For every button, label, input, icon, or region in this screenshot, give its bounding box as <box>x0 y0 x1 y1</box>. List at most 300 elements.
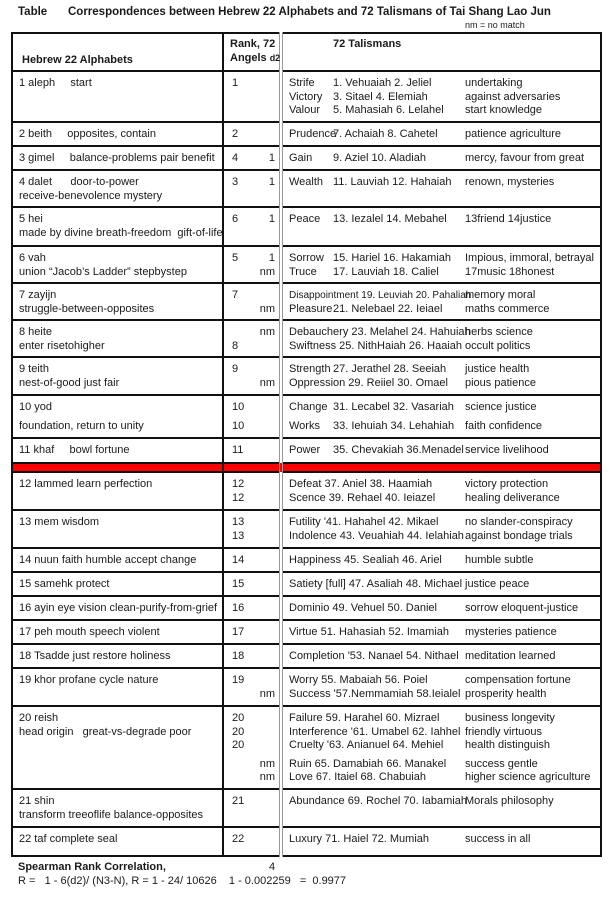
rank-line <box>232 726 275 740</box>
alphabet-line: made by divine breath-freedom gift-of-life <box>19 226 223 239</box>
talisman-meaning: business longevity <box>465 712 555 724</box>
talisman-meaning: Impious, immoral, betrayal <box>465 252 594 264</box>
alphabet-cell <box>12 71 223 122</box>
alphabet-line: 4 dalet door-to-power <box>19 176 139 188</box>
alphabet-line: 10 yod <box>19 401 53 413</box>
talisman-meaning: 13friend 14justice <box>465 213 552 225</box>
rank-value: 6 <box>232 213 239 225</box>
alphabet-line: receive-benevolence mystery <box>19 189 163 202</box>
talisman-label: Pleasure <box>289 302 333 315</box>
talisman-line <box>289 444 600 458</box>
talisman-line <box>289 266 600 280</box>
talisman-label: Sorrow <box>289 252 324 264</box>
talisman-line <box>289 516 600 530</box>
d2-value: 1 <box>268 213 275 225</box>
alphabet-line: transform treeoflife balance-opposites <box>19 808 204 821</box>
talisman-meaning: service livelihood <box>465 444 549 456</box>
talisman-label: Scence 39. Rehael 40. Ieiazel <box>289 491 436 504</box>
rank-value: 15 <box>232 578 245 590</box>
rank-value: 13 <box>232 529 245 542</box>
alphabet-line: head origin great-vs-degrade poor <box>19 725 192 738</box>
rank-line <box>232 492 275 506</box>
rank-line <box>232 688 275 702</box>
talisman-meaning: start knowledge <box>465 104 543 116</box>
header-rank-line1: Rank, 72 <box>230 38 276 50</box>
table-row <box>12 596 601 620</box>
rank-cell <box>223 357 281 395</box>
talisman-meaning: victory protection <box>465 478 549 490</box>
rank-value: 22 <box>232 833 245 845</box>
alphabet-cell <box>12 596 223 620</box>
footer <box>18 860 346 888</box>
rank-cell <box>223 283 281 320</box>
alphabet-line: 6 vah <box>19 252 46 264</box>
talisman-line <box>289 688 600 702</box>
talisman-label: Strength <box>289 363 331 375</box>
talisman-line <box>289 674 600 688</box>
talisman-line <box>289 758 600 772</box>
rank-value: 3 <box>232 176 239 188</box>
talisman-meaning: prosperity health <box>465 687 547 700</box>
talisman-meaning: Morals philosophy <box>465 795 554 807</box>
table-row <box>12 146 601 170</box>
talisman-label: Ruin 65. Damabiah 66. Manakel <box>289 757 447 770</box>
rank-value: 18 <box>232 650 245 662</box>
rank-value: 17 <box>232 626 245 638</box>
alphabet-cell <box>12 827 223 856</box>
talisman-label: Cruelty '63. Anianuel 64. Mehiel <box>289 739 444 751</box>
alphabet-cell <box>12 320 223 357</box>
alphabet-line: 15 samehk protect <box>19 578 110 590</box>
alphabet-line: struggle-between-opposites <box>19 302 155 315</box>
rank-line <box>232 478 275 492</box>
talisman-label: Truce <box>289 265 317 278</box>
talisman-meaning: meditation learned <box>465 650 556 662</box>
alphabet-cell <box>12 438 223 463</box>
d2-value: nm <box>259 265 275 278</box>
talisman-line <box>289 363 600 377</box>
red-separator <box>12 463 601 472</box>
red-separator-cell <box>223 463 281 472</box>
talisman-angels: 11. Lauviah 12. Hahaiah <box>333 176 452 188</box>
talisman-line <box>289 833 600 847</box>
table-row <box>12 207 601 246</box>
rank-line <box>232 152 275 166</box>
spearman-heading: Spearman Rank Correlation, <box>18 861 166 873</box>
alphabet-line: foundation, return to unity <box>19 419 144 432</box>
talisman-angels: 5. Mahasiah 6. Lelahel <box>333 104 444 116</box>
talisman-cell <box>281 827 601 856</box>
rank-cell <box>223 146 281 170</box>
rank-cell <box>223 827 281 856</box>
talisman-line <box>289 326 600 340</box>
talisman-label: Indolence 43. Veuahiah 44. Ielahiah <box>289 529 464 542</box>
talisman-line <box>289 530 600 544</box>
table-row <box>12 620 601 644</box>
table-row <box>12 170 601 207</box>
talisman-line <box>289 91 600 105</box>
talisman-cell <box>281 668 601 706</box>
alphabet-line: 9 teith <box>19 363 49 375</box>
rank-line <box>232 289 275 303</box>
talisman-line <box>289 626 600 640</box>
talisman-cell <box>281 146 601 170</box>
alphabet-line: 21 shin <box>19 795 55 807</box>
rank-line <box>232 554 275 568</box>
talisman-label: Works <box>289 419 320 432</box>
table-row <box>12 246 601 283</box>
rank-line <box>232 326 275 340</box>
table-row <box>12 827 601 856</box>
table-row <box>12 706 601 789</box>
talisman-meaning: sorrow eloquent-justice <box>465 602 579 614</box>
talisman-label: Prudence <box>289 128 337 140</box>
alphabet-cell <box>12 395 223 438</box>
talisman-label: Interference '61. Umabel 62. Iahhel <box>289 725 461 738</box>
talisman-angels: 35. Chevakiah 36.Menadel <box>333 444 464 456</box>
spearman-superscript: 4 <box>269 861 276 873</box>
talisman-meaning: memory moral <box>465 289 536 301</box>
alphabet-line: 16 ayin eye vision clean-purify-from-grief <box>19 602 218 614</box>
talisman-label: Success '57.Nemmamiah 58.Ieialel <box>289 687 461 700</box>
talisman-label: Dominio 49. Vehuel 50. Daniel <box>289 602 437 614</box>
spearman-formula: R = 1 - 6(d2)/ (N3-N), R = 1 - 24/ 10626 1 - 0.002259 = 0.9977 <box>18 875 347 887</box>
rank-value: 9 <box>232 363 239 375</box>
rank-value: 21 <box>232 795 245 807</box>
talisman-label: Oppression 29. Reiiel 30. Omael <box>289 376 448 389</box>
alphabet-line: 5 hei <box>19 213 43 225</box>
rank-cell <box>223 548 281 572</box>
talisman-meaning: renown, mysteries <box>465 176 555 188</box>
talisman-label: Completion '53. Nanael 54. Nithael <box>289 650 459 662</box>
talisman-line <box>289 340 600 354</box>
rank-value: 7 <box>232 289 239 301</box>
talisman-line <box>289 554 600 568</box>
rank-line <box>232 771 275 785</box>
rank-value: 10 <box>232 419 245 432</box>
talisman-label: Wealth <box>289 176 324 188</box>
talisman-label: Victory <box>289 90 323 103</box>
rank-value: 5 <box>232 252 239 264</box>
rank-line <box>232 420 275 434</box>
talisman-label: Strife <box>289 77 315 89</box>
rank-line <box>232 758 275 772</box>
table-row <box>12 71 601 122</box>
talisman-cell <box>281 395 601 438</box>
talisman-label: Abundance 69. Rochel 70. Iabamiah <box>289 795 467 807</box>
talisman-label: Happiness 45. Sealiah 46. Ariel <box>289 554 442 566</box>
talisman-meaning: undertaking <box>465 77 523 89</box>
header-rank <box>223 33 281 71</box>
talisman-line <box>289 420 600 434</box>
talisman-angels: 3. Sitael 4. Elemiah <box>333 90 428 103</box>
rank-line <box>232 516 275 530</box>
rank-cell <box>223 596 281 620</box>
table-title <box>18 6 551 18</box>
alphabet-line: 7 zayijn <box>19 289 57 301</box>
rank-line <box>232 377 275 391</box>
talisman-line <box>289 401 600 415</box>
table-label: Table <box>18 6 48 18</box>
alphabet-cell <box>12 246 223 283</box>
rank-value: 19 <box>232 674 245 686</box>
talisman-line <box>289 739 600 753</box>
red-separator-cell <box>12 463 223 472</box>
talisman-label: Power <box>289 444 321 456</box>
rank-value: 1 <box>232 77 239 89</box>
talisman-cell <box>281 596 601 620</box>
rank-cell <box>223 644 281 668</box>
rank-line <box>232 530 275 544</box>
talisman-cell <box>281 246 601 283</box>
talisman-line <box>289 602 600 616</box>
talisman-cell <box>281 789 601 827</box>
alphabet-line: union “Jacob’s Ladder” stepbystep <box>19 265 187 278</box>
talisman-cell <box>281 706 601 789</box>
alphabet-line: 13 mem wisdom <box>19 516 100 528</box>
rank-line <box>232 77 275 91</box>
talisman-meaning: maths commerce <box>465 302 550 315</box>
talisman-label: Valour <box>289 104 320 116</box>
talisman-meaning: success gentle <box>465 757 538 770</box>
alphabet-cell <box>12 472 223 510</box>
table-title-text: Correspondences between Hebrew 22 Alphabets and 72 Talismans of Tai Shang Lao Jun <box>68 6 551 18</box>
rank-cell <box>223 668 281 706</box>
alphabet-cell <box>12 572 223 596</box>
talisman-line <box>289 303 600 317</box>
talisman-meaning: no slander-conspiracy <box>465 516 573 528</box>
talisman-label: Satiety [full] 47. Asaliah 48. Michael <box>289 578 463 590</box>
talisman-line <box>289 478 600 492</box>
talisman-angels: 9. Aziel 10. Aladiah <box>333 152 426 164</box>
rank-value: 2 <box>232 128 239 140</box>
rank-cell <box>223 472 281 510</box>
talisman-meaning: science justice <box>465 401 537 413</box>
alphabet-cell <box>12 644 223 668</box>
d2-value: 1 <box>268 176 275 188</box>
alphabet-cell <box>12 283 223 320</box>
correspondence-table <box>11 32 602 857</box>
rank-line <box>232 712 275 726</box>
talisman-line <box>289 492 600 506</box>
talisman-angels: 21. Nelebael 22. Ieiael <box>333 302 443 315</box>
rank-cell <box>223 122 281 146</box>
rank-cell <box>223 620 281 644</box>
talisman-cell <box>281 170 601 207</box>
rank-line <box>232 444 275 458</box>
rank-cell <box>223 246 281 283</box>
talisman-meaning: compensation fortune <box>465 674 571 686</box>
alphabet-cell <box>12 789 223 827</box>
alphabet-line: 2 beith opposites, contain <box>19 128 156 140</box>
header-d2: d2 <box>269 52 281 63</box>
d2-value: nm <box>259 687 275 700</box>
talisman-line <box>289 771 600 785</box>
talisman-line <box>289 578 600 592</box>
talisman-line <box>289 128 600 142</box>
talisman-label: Change <box>289 401 328 413</box>
alphabet-line: 12 lammed learn perfection <box>19 478 153 490</box>
talisman-meaning: success in all <box>465 833 531 845</box>
table-row <box>12 283 601 320</box>
alphabet-cell <box>12 548 223 572</box>
alphabet-cell <box>12 357 223 395</box>
rank-value: 10 <box>232 401 245 413</box>
talisman-meaning: patience agriculture <box>465 128 562 140</box>
rank-line <box>232 266 275 280</box>
talisman-cell <box>281 357 601 395</box>
alphabet-line: 20 reish <box>19 712 59 724</box>
talisman-label: Luxury 71. Haiel 72. Mumiah <box>289 833 430 845</box>
talisman-line <box>289 795 600 809</box>
talisman-line <box>289 712 600 726</box>
talisman-cell <box>281 283 601 320</box>
talisman-meaning: against bondage trials <box>465 529 573 542</box>
rank-cell <box>223 71 281 122</box>
talisman-meaning: mercy, favour from great <box>465 152 584 164</box>
rank-value: 4 <box>232 152 239 164</box>
d2-value: 1 <box>268 152 275 164</box>
rank-cell <box>223 170 281 207</box>
d2-value: nm <box>259 326 275 338</box>
rank-cell <box>223 789 281 827</box>
table-row <box>12 668 601 706</box>
talisman-meaning: higher science agriculture <box>465 771 591 783</box>
talisman-angels: 27. Jerathel 28. Seeiah <box>333 363 447 375</box>
alphabet-cell <box>12 122 223 146</box>
rank-line <box>232 401 275 415</box>
talisman-cell <box>281 510 601 548</box>
rank-line <box>232 213 275 227</box>
talisman-label: Gain <box>289 152 313 164</box>
talisman-label: Virtue 51. Hahasiah 52. Imamiah <box>289 626 449 638</box>
alphabet-line: enter risetohigher <box>19 339 105 352</box>
table-row <box>12 472 601 510</box>
alphabet-cell <box>12 146 223 170</box>
rank-line <box>232 833 275 847</box>
d2-value: nm <box>259 302 275 315</box>
table-row <box>12 548 601 572</box>
rank-line <box>232 739 275 753</box>
rank-cell <box>223 510 281 548</box>
alphabet-cell <box>12 207 223 246</box>
rank-line <box>232 626 275 640</box>
rank-line <box>232 795 275 809</box>
rank-line <box>232 602 275 616</box>
alphabet-line: 22 taf complete seal <box>19 833 118 845</box>
talisman-cell <box>281 548 601 572</box>
talisman-meaning: health distinguish <box>465 739 551 751</box>
rank-value: 20 <box>232 739 245 751</box>
talisman-line <box>289 377 600 391</box>
table-row <box>12 789 601 827</box>
rank-line <box>232 363 275 377</box>
rank-line <box>232 674 275 688</box>
rank-cell <box>223 572 281 596</box>
talisman-angels: 15. Hariel 16. Hakamiah <box>333 252 452 264</box>
talisman-line <box>289 213 600 227</box>
talisman-label: Disappointment 19. Leuviah 20. Pahaliah <box>289 290 472 301</box>
talisman-label: Futility '41. Hahahel 42. Mikael <box>289 516 439 528</box>
talisman-cell <box>281 122 601 146</box>
rank-value: 8 <box>232 339 239 352</box>
rank-cell <box>223 706 281 789</box>
talisman-meaning: 17music 18honest <box>465 265 555 278</box>
talisman-meaning: justice health <box>465 363 530 375</box>
rank-line <box>232 252 275 266</box>
header-talismans: 72 Talismans <box>281 33 601 71</box>
d2-value: nm <box>259 771 275 783</box>
talisman-line <box>289 104 600 118</box>
rank-value: 12 <box>232 478 245 490</box>
alphabet-line: 8 heite <box>19 326 53 338</box>
talisman-meaning: justice peace <box>465 578 530 590</box>
talisman-line <box>289 176 600 190</box>
talisman-cell <box>281 207 601 246</box>
alphabet-cell <box>12 668 223 706</box>
rank-value: 13 <box>232 516 245 528</box>
talisman-label: Swiftness 25. NithHaiah 26. Haaiah <box>289 339 463 352</box>
table-row <box>12 438 601 463</box>
rank-value: 12 <box>232 491 245 504</box>
talisman-cell <box>281 572 601 596</box>
d2-value: nm <box>259 757 275 770</box>
nm-legend-note: nm = no match <box>465 20 525 30</box>
talisman-cell <box>281 71 601 122</box>
table-row <box>12 122 601 146</box>
rank-value: 11 <box>232 444 244 456</box>
alphabet-cell <box>12 170 223 207</box>
table-row <box>12 510 601 548</box>
rank-cell <box>223 320 281 357</box>
talisman-meaning: humble subtle <box>465 554 534 566</box>
alphabet-line: nest-of-good just fair <box>19 376 120 389</box>
talisman-cell <box>281 438 601 463</box>
talisman-angels: 7. Achaiah 8. Cahetel <box>333 128 438 140</box>
talisman-line <box>289 152 600 166</box>
talisman-meaning: healing deliverance <box>465 491 560 504</box>
alphabet-cell <box>12 510 223 548</box>
talisman-meaning: herbs science <box>465 326 533 338</box>
talisman-angels: 13. Iezalel 14. Mebahel <box>333 213 447 225</box>
alphabet-cell <box>12 706 223 789</box>
rank-cell <box>223 438 281 463</box>
alphabet-line: 17 peh mouth speech violent <box>19 626 160 638</box>
table-row <box>12 572 601 596</box>
talisman-angels: 31. Lecabel 32. Vasariah <box>333 401 454 413</box>
alphabet-line: 1 aleph start <box>19 77 92 89</box>
rank-line <box>232 128 275 142</box>
alphabet-cell <box>12 620 223 644</box>
talisman-line <box>289 289 600 303</box>
talisman-meaning: against adversaries <box>465 90 561 103</box>
alphabet-line: 18 Tsadde just restore holiness <box>19 650 171 662</box>
talisman-line <box>289 650 600 664</box>
talisman-label: Defeat 37. Aniel 38. Haamiah <box>289 478 433 490</box>
rank-cell <box>223 207 281 246</box>
alphabet-line: 19 khor profane cycle nature <box>19 674 159 686</box>
talisman-line <box>289 252 600 266</box>
red-separator-cell <box>281 463 601 472</box>
table-row <box>12 395 601 438</box>
alphabet-line: 3 gimel balance-problems pair benefit <box>19 152 215 164</box>
header-row <box>12 33 601 71</box>
talisman-meaning: pious patience <box>465 376 536 389</box>
talisman-line <box>289 77 600 91</box>
talisman-meaning: friendly virtuous <box>465 725 543 738</box>
d2-value: 1 <box>268 252 275 264</box>
alphabet-line: 14 nuun faith humble accept change <box>19 554 197 566</box>
